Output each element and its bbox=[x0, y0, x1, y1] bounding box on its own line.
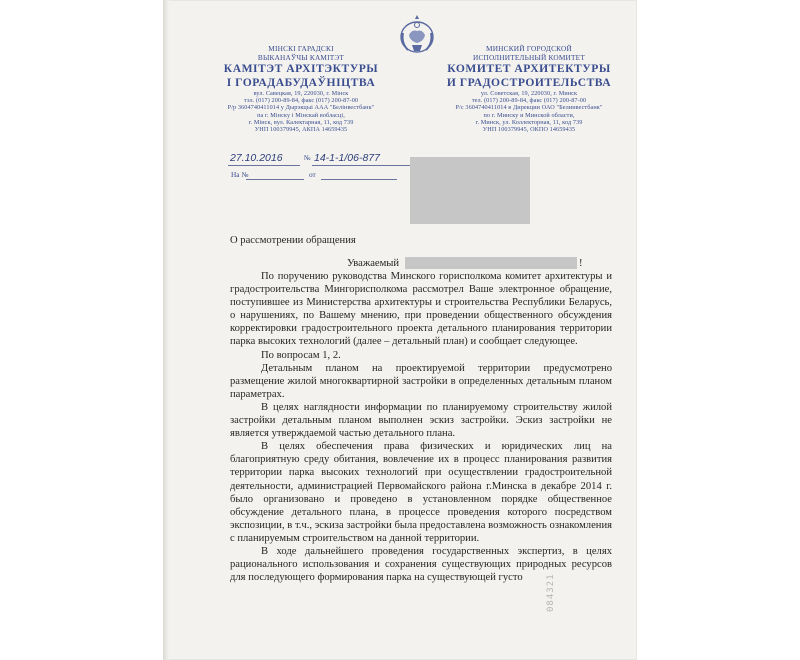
redacted-name bbox=[405, 257, 577, 269]
ref-number-label: На № bbox=[231, 170, 249, 179]
state-emblem-icon bbox=[398, 13, 436, 55]
sheet-shadow-edge bbox=[163, 0, 169, 660]
paragraph: В целях наглядности информации по планируемому строительству жилой застройки детальным планом выполнен эскиз застройки. Эскиз застройки не является утверждаемой частью детального плана. bbox=[230, 401, 612, 440]
header-left bbox=[212, 45, 390, 133]
address-line: тэл. (017) 200-89-84, факс (017) 200-87-00 bbox=[243, 96, 359, 104]
committee-title-1: КОМИТЕТ АРХИТЕКТУРЫ bbox=[447, 62, 611, 76]
paragraph: В ходе дальнейшего проведения государственных экспертиз, в целях рационального использования и сохранения существующих природных ресурсов для последующего формирования парка на существующей густо bbox=[230, 545, 612, 584]
org-line-1: МІНСКІ ГАРАДСКІ bbox=[268, 44, 334, 53]
org-line-2: ИСПОЛНИТЕЛЬНЫЙ КОМИТЕТ bbox=[473, 52, 585, 62]
header-right bbox=[440, 45, 618, 133]
address-line: Р/с 3604740411014 в Дирекции ОАО "Белинвестбанк" bbox=[455, 104, 603, 112]
org-line-2: ВЫКАНАЎЧЫ КАМІТЭТ bbox=[257, 52, 345, 62]
subject-line: О рассмотрении обращения bbox=[230, 235, 356, 246]
paragraph: Детальным планом на проектируемой территории предусмотрено размещение жилой многоквартирной застройки в определенных детальным планом параметрах. bbox=[230, 362, 612, 400]
redacted-addressee bbox=[410, 157, 530, 224]
letter-body bbox=[230, 270, 612, 584]
date-underline bbox=[228, 165, 300, 166]
committee-title-1: КАМІТЭТ АРХІТЭКТУРЫ bbox=[223, 62, 379, 76]
ref-date-label: от bbox=[309, 170, 316, 179]
committee-title-2: И ГРАДОСТРОИТЕЛЬСТВА bbox=[446, 75, 612, 89]
number-underline bbox=[312, 165, 416, 166]
committee-title-2: І ГОРАДАБУДАЎНІЦТВА bbox=[226, 75, 376, 89]
address-line: ул. Советская, 19, 220030, г. Минск bbox=[480, 89, 578, 97]
number-sign: № bbox=[304, 154, 311, 162]
address-line: по г. Минску и Минской области, bbox=[483, 111, 575, 119]
reference-line bbox=[231, 170, 431, 184]
address-line: тел. (017) 200-89-84, факс (017) 200-87-00 bbox=[471, 96, 587, 104]
handwritten-number: 14-1-1/06-877 bbox=[314, 152, 380, 164]
address-line: вул. Савецкая, 19, 220030, г. Мінск bbox=[253, 89, 349, 97]
paragraph: По поручению руководства Минского горисполкома комитет архитектуры и градостроительства Мингорисполкома рассмотрел Ваше электронное обращение, поступившее из Министерства архитектуры и строительства Республики Беларусь, о нарушениях, по Вашему мнению, при проведении общественного обсуждения корректировки градостроительного проекта детального планирования территории парка высоких технологий (далее – детальный план) и сообщает следующее. bbox=[230, 271, 612, 348]
address-line: Р/р 3604740411014 у Дырэкцыі ААА "Белінвестбанк" bbox=[227, 104, 375, 112]
ref-number-underline bbox=[246, 179, 304, 180]
salutation-trail: ! bbox=[579, 258, 583, 269]
address-line: г. Минск, ул. Коллекторная, 11, код 739 bbox=[475, 118, 583, 126]
date-number-line bbox=[228, 152, 416, 166]
handwritten-date: 27.10.2016 bbox=[230, 152, 283, 164]
salutation bbox=[347, 257, 617, 271]
address-line: па г. Мінску і Мінскай вобласці, bbox=[257, 111, 345, 119]
address-line: УНП 100379945, ОКПО 14659435 bbox=[482, 126, 576, 134]
address-line: УНП 100379945, АКПА 14659435 bbox=[254, 126, 348, 134]
salutation-lead: Уважаемый bbox=[347, 258, 400, 269]
paragraph: В целях обеспечения права физических и юридических лиц на благоприятную среду обитания, вовлечение их в процесс планирования развития территории парка высоких технологий при осуществлении градостроительной деятельности, администрацией Первомайского района г.Минска в декабре 2014 г. было организовано и проведено в установленном порядке общественное обсуждение детального плана, в процессе проведения которого посредством экспозиции, в т.ч., эскиза застройки была предоставлена возможность ознакомления с планируемым строительством на данной территории. bbox=[230, 441, 612, 544]
address-line: г. Мінск, вул. Калектарная, 11, код 739 bbox=[248, 118, 354, 126]
org-line-1: МИНСКИЙ ГОРОДСКОЙ bbox=[486, 44, 572, 53]
paragraph: По вопросам 1, 2. bbox=[261, 349, 341, 361]
registration-stamp: 084321 bbox=[546, 573, 556, 612]
ref-date-underline bbox=[321, 179, 397, 180]
